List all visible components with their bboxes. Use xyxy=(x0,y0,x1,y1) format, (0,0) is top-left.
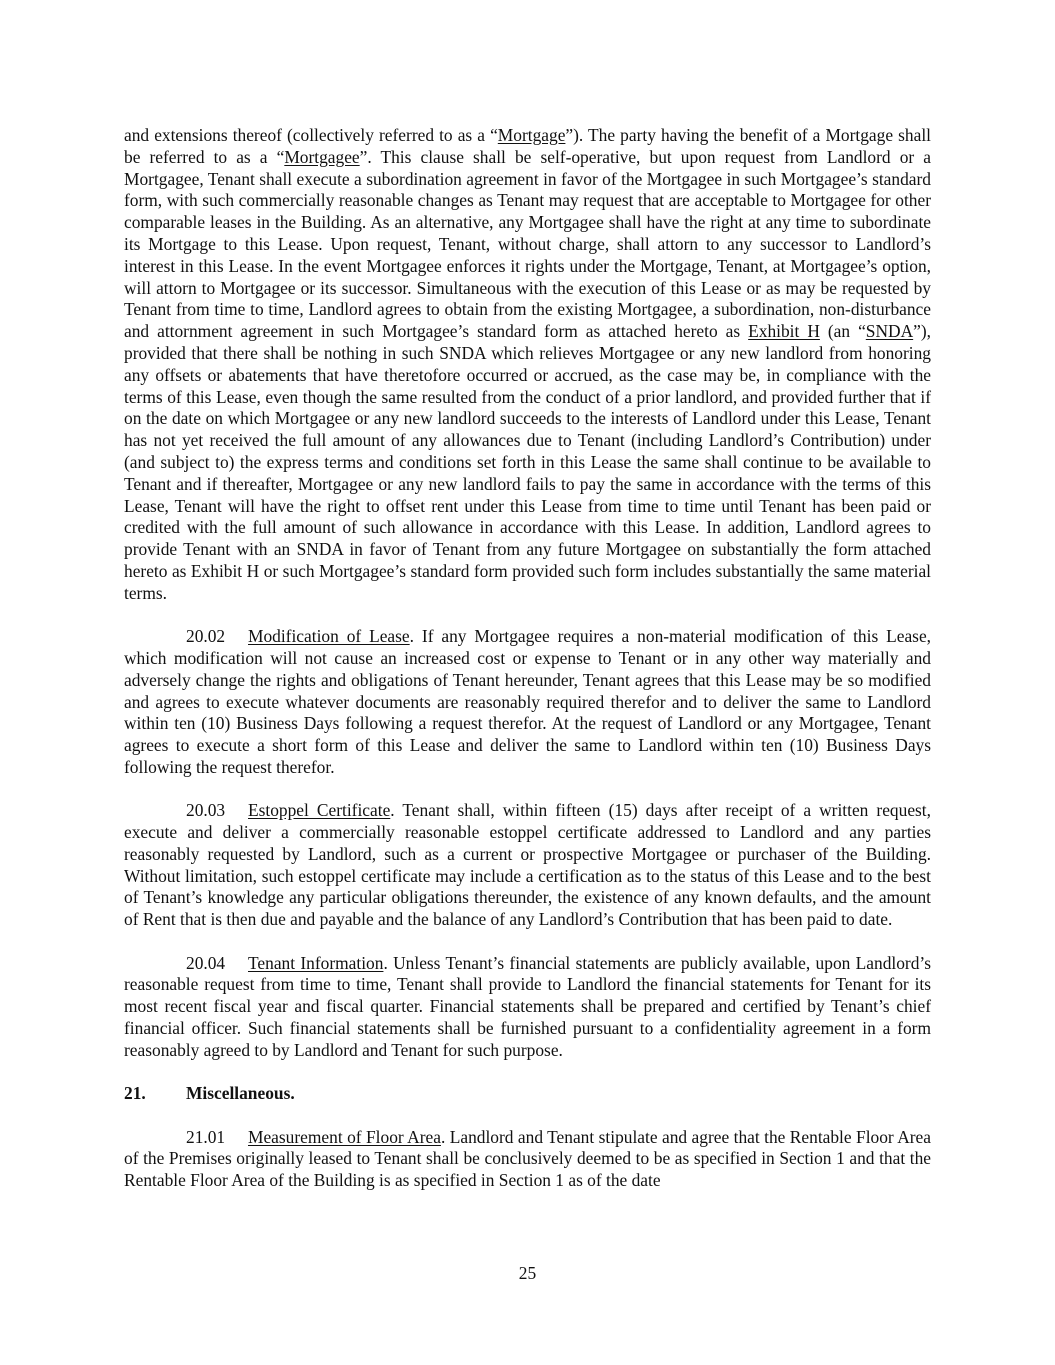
section-body: . Unless Tenant’s financial statements are publicly available, upon Landlord’s reasonable request from time to time, Tenant shall provide to Landlord the financial statements for Tenant for its most recent fiscal year and fiscal quarter. Financial statements shall be prepared and certified by Tenant’s chief financial officer. Such financial statements shall be furnished pursuant to a confidentiality agreement in a form reasonably agreed to by Landlord and Tenant for such purpose. xyxy=(124,952,931,1060)
section-title: Measurement of Floor Area xyxy=(248,1126,441,1147)
defined-term-snda: SNDA xyxy=(865,321,914,342)
text-run: and extensions thereof (collectively referred to as a “ xyxy=(124,125,498,145)
section-title: Modification of Lease xyxy=(248,626,410,647)
heading-number: 21. xyxy=(124,1083,146,1104)
section-body: . If any Mortgagee requires a non-material modification of this Lease, which modification will not cause an increased cost or expense to Tenant or in any other way materially and adversely change the rights and obligations of Tenant hereunder, Tenant agrees that this Lease may be so modified and agrees to execute whatever documents are reasonably required therefor and to deliver the same to Landlord within ten (10) Business Days following a request therefor. At the request of Landlord or any Mortgagee, Tenant agrees to execute a short form of this Lease and deliver the same to Landlord within ten (10) Business Days following the request therefor. xyxy=(124,626,932,777)
paragraph-subordination-continued xyxy=(124,125,931,605)
section-21-01 xyxy=(124,1127,931,1192)
section-body: . Landlord and Tenant stipulate and agree that the Rentable Floor Area of the Premises originally leased to Tenant shall be conclusively deemed to be as specified in Section 1 and that the Rentable Floor Area of the Building is as specified in Section 1 as of the date xyxy=(124,1126,931,1191)
section-title: Estoppel Certificate xyxy=(248,800,391,821)
section-20-02 xyxy=(124,626,931,779)
text-run: ”. This clause shall be self-operative, but upon request from Landlord or a Mortgagee, Tenant shall execute a subordination agreement in favor of the Mortgagee in such Mortgagee’s standard form, with such commercially reasonable changes as Tenant may request that are acceptable to Mortgagee for other comparable leases in the Building. As an alternative, any Mortgagee shall have the right at any time to subordinate its Mortgage to this Lease. Upon request, Tenant, without charge, shall attorn to any successor to Landlord’s interest in this Lease. In the event Mortgagee enforces it rights under the Mortgage, Tenant, at Mortgagee’s option, will attorn to Mortgagee or its successor. Simultaneous with the execution of this Lease or as may be requested by Tenant from time to time, Landlord agrees to obtain from the existing Mortgagee, a subordination, non-disturbance and attornment agreement in such Mortgagee’s standard form as attached hereto as xyxy=(124,146,931,342)
section-20-03 xyxy=(124,800,931,931)
section-21-heading xyxy=(124,1083,931,1105)
heading-title: Miscellaneous. xyxy=(186,1083,295,1104)
exhibit-h-reference: Exhibit H xyxy=(748,321,820,342)
section-title: Tenant Information xyxy=(248,952,384,973)
page-number: 25 xyxy=(518,1263,537,1283)
document-page xyxy=(124,125,931,1214)
section-20-04 xyxy=(124,953,931,1062)
section-number: 21.01 xyxy=(186,1126,226,1147)
defined-term-mortgage: Mortgage xyxy=(497,125,566,145)
section-number: 20.04 xyxy=(186,952,226,973)
section-number: 20.02 xyxy=(186,626,226,647)
defined-term-mortgagee: Mortgagee xyxy=(284,146,360,167)
section-body: . Tenant shall, within fifteen (15) days after receipt of a written request, execute and deliver a commercially reasonable estoppel certificate addressed to Landlord and any parties reasonably requested by Landlord, such as a current or prospective Mortgagee or purchaser of the Building. Without limitation, such estoppel certificate may include a certification as to the status of this Lease and to the best of Tenant’s knowledge any particular obligations thereunder, the existence of any known defaults, and the amount of Rent that is then due and payable and the balance of any Landlord’s Contribution that has been paid to date. xyxy=(124,800,931,930)
section-number: 20.03 xyxy=(186,800,226,821)
text-run: ”), provided that there shall be nothing in such SNDA which relieves Mortgagee or any new landlord from honoring any offsets or abatements that have theretofore occurred or accrued, as the case may be, in compliance with the terms of this Lease, even though the same resulted from the conduct of a prior landlord, and provided further that if on the date on which Mortgagee or any new landlord succeeds to the interests of Landlord under this Lease, Tenant has not yet received the full amount of any allowances due to Tenant (including Landlord’s Contribution) under (and subject to) the express terms and conditions set forth in this Lease the same shall continue to be available to Tenant and if thereafter, Mortgagee or any new landlord fails to pay the same in accordance with the terms of this Lease, Tenant will have the right to offset rent under this Lease from time to time until Tenant has been paid or credited with the full amount of such allowance in accordance with this Lease. In addition, Landlord agrees to provide Tenant with an SNDA in favor of Tenant from any future Mortgagee on substantially the form attached hereto as Exhibit H or such Mortgagee’s standard form provided such form includes substantially the same material terms. xyxy=(124,321,932,603)
text-run: (an “ xyxy=(819,321,866,342)
text-run: ”). The party having the benefit of a Mortgage shall be referred to as a “ xyxy=(124,125,931,167)
